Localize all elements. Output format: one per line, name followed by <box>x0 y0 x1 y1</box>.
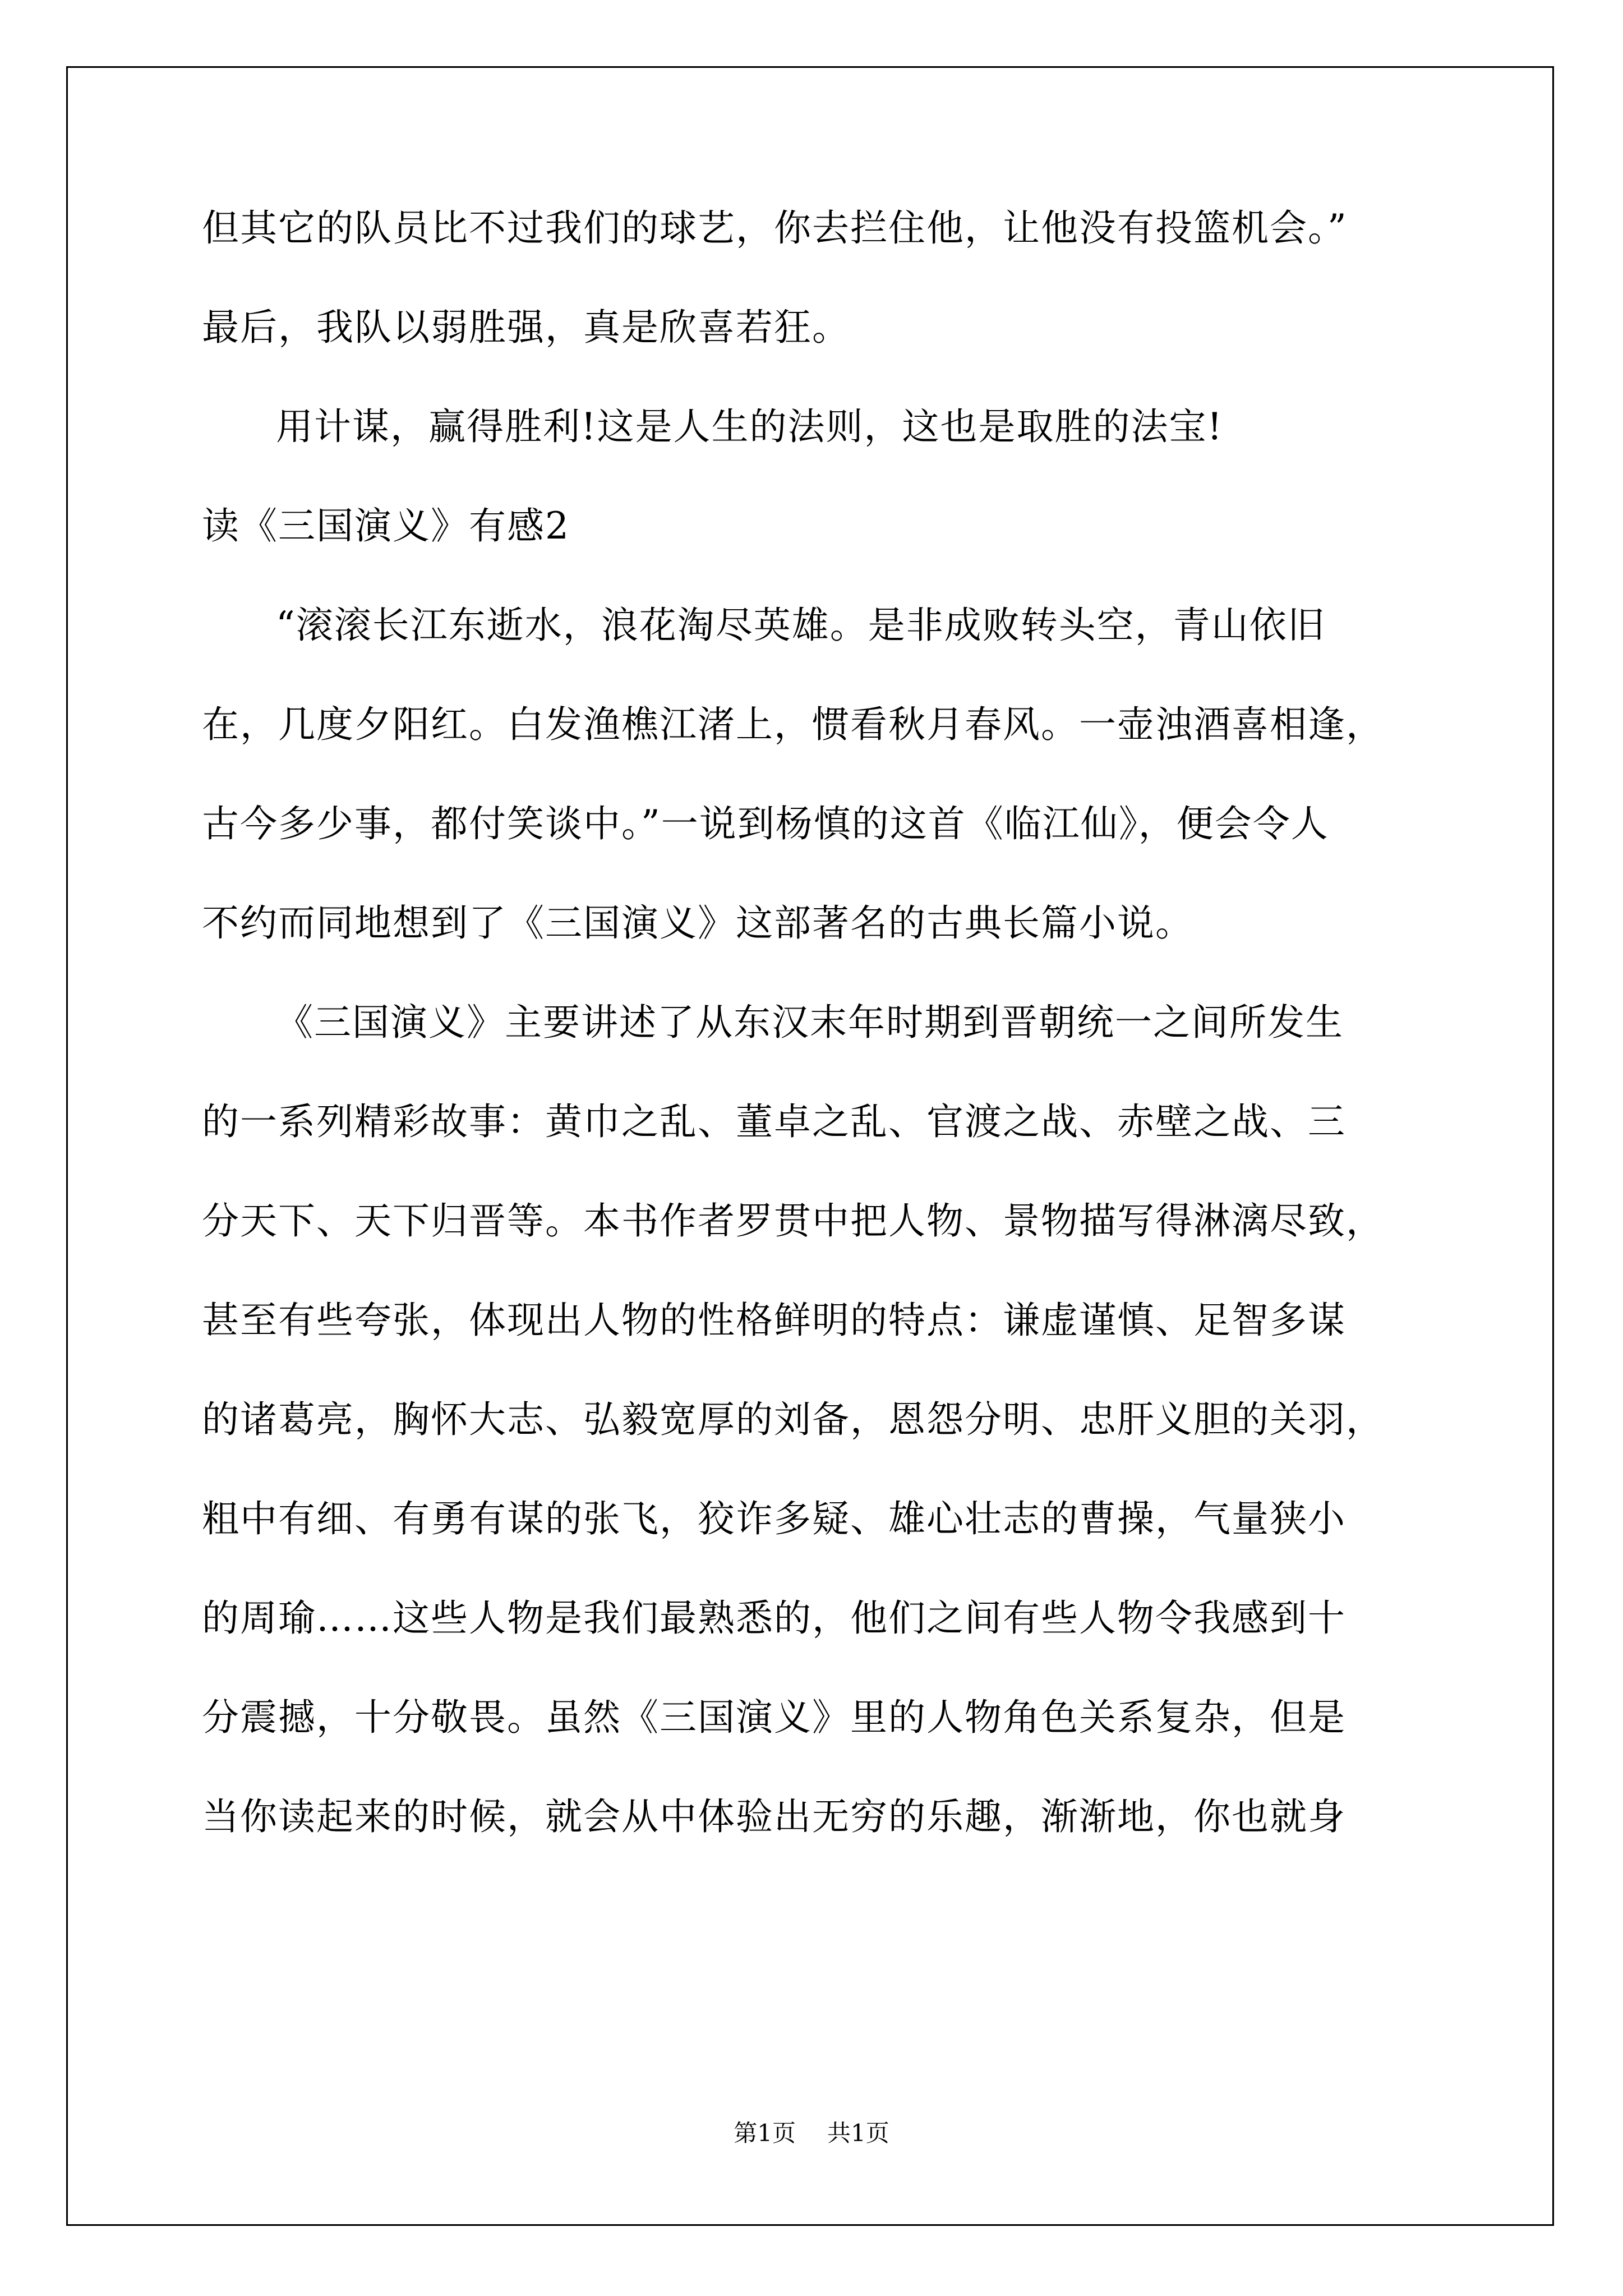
text-line-6: 在，几度夕阳红。白发渔樵江渚上，惯看秋月春风。一壶浊酒喜相逢， <box>202 703 1384 746</box>
text-line-8: 不约而同地想到了《三国演义》这部著名的古典长篇小说。 <box>202 901 1193 945</box>
text-line-5: “滚滚长江东逝水，浪花淘尽英雄。是非成败转头空，青山依旧 <box>276 604 1326 647</box>
text-line-9: 《三国演义》主要讲述了从东汉末年时期到晋朝统一之间所发生 <box>276 1001 1344 1044</box>
page-number: 第1页 <box>734 2119 796 2147</box>
text-line-3: 用计谋，赢得胜利!这是人生的法则，这也是取胜的法宝! <box>276 405 1224 448</box>
text-line-14: 粗中有细、有勇有谋的张飞，狡诈多疑、雄心壮志的曹操，气量狭小 <box>202 1497 1346 1540</box>
text-line-2: 最后，我队以弱胜强，真是欣喜若狂。 <box>202 306 850 349</box>
document-body <box>202 206 1436 1898</box>
text-line-15: 的周瑜……这些人物是我们最熟悉的，他们之间有些人物令我感到十 <box>202 1596 1346 1640</box>
text-line-1: 但其它的队员比不过我们的球艺，你去拦住他，让他没有投篮机会。” <box>202 206 1348 250</box>
page-footer <box>0 2119 1623 2147</box>
text-line-11: 分天下、天下归晋等。本书作者罗贯中把人物、景物描写得淋漓尽致， <box>202 1199 1384 1243</box>
text-line-7: 古今多少事，都付笑谈中。”一说到杨慎的这首《临江仙》，便会令人 <box>202 802 1329 845</box>
text-line-16: 分震撼，十分敬畏。虽然《三国演义》里的人物角色关系复杂，但是 <box>202 1696 1346 1739</box>
page-total: 共1页 <box>827 2119 889 2147</box>
text-line-10: 的一系列精彩故事：黄巾之乱、董卓之乱、官渡之战、赤壁之战、三 <box>202 1100 1346 1143</box>
text-line-17: 当你读起来的时候，就会从中体验出无穷的乐趣，渐渐地，你也就身 <box>202 1795 1346 1838</box>
text-line-12: 甚至有些夸张，体现出人物的性格鲜明的特点：谦虚谨慎、足智多谋 <box>202 1299 1346 1342</box>
section-heading: 读《三国演义》有感2 <box>202 504 570 547</box>
text-line-13: 的诸葛亮，胸怀大志、弘毅宽厚的刘备，恩怨分明、忠肝义胆的关羽， <box>202 1398 1384 1441</box>
